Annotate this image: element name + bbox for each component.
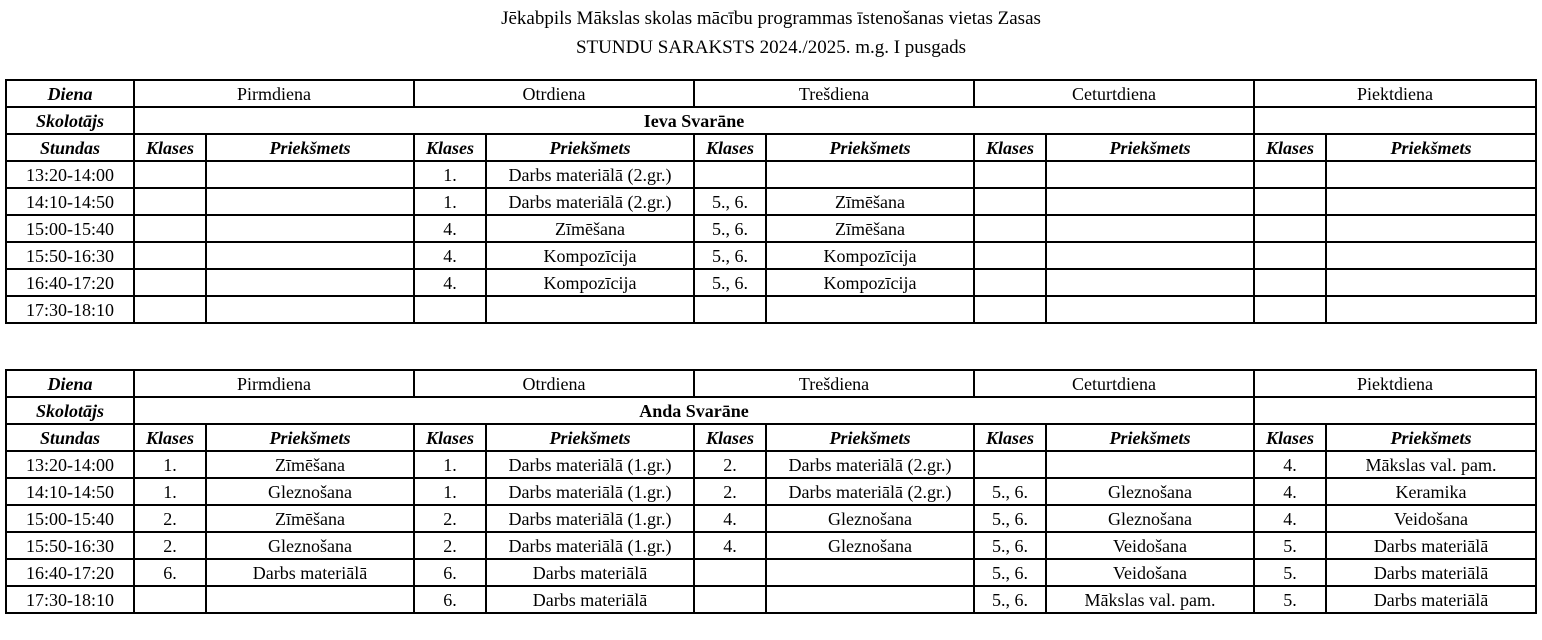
class-cell: 5., 6. (974, 532, 1046, 559)
time-slot: 16:40-17:20 (6, 269, 134, 296)
class-cell: 1. (414, 188, 486, 215)
subject-cell: Gleznošana (206, 532, 414, 559)
subject-cell: Darbs materiālā (1326, 559, 1536, 586)
subject-cell (1046, 161, 1254, 188)
day-header: Otrdiena (414, 80, 694, 107)
subject-header: Priekšmets (766, 134, 974, 161)
class-cell (974, 188, 1046, 215)
class-cell (1254, 269, 1326, 296)
subject-cell (1326, 296, 1536, 323)
table-row (6, 559, 1536, 586)
subject-cell: Darbs materiālā (2.gr.) (486, 161, 694, 188)
subject-header: Priekšmets (1326, 424, 1536, 451)
class-cell (974, 451, 1046, 478)
table-row (6, 188, 1536, 215)
table-row (6, 586, 1536, 613)
classes-header: Klases (974, 424, 1046, 451)
subject-cell: Zīmēšana (206, 451, 414, 478)
class-cell (974, 242, 1046, 269)
class-cell (1254, 296, 1326, 323)
subject-cell: Darbs materiālā (1.gr.) (486, 505, 694, 532)
subject-cell (1326, 242, 1536, 269)
day-header: Trešdiena (694, 80, 974, 107)
subject-cell: Darbs materiālā (206, 559, 414, 586)
class-cell: 6. (414, 559, 486, 586)
time-slot: 13:20-14:00 (6, 161, 134, 188)
day-label: Diena (6, 370, 134, 397)
days-row (6, 80, 1536, 107)
class-cell: 5. (1254, 586, 1326, 613)
time-slot: 15:50-16:30 (6, 532, 134, 559)
subject-cell: Darbs materiālā (1326, 532, 1536, 559)
subject-cell (1046, 215, 1254, 242)
column-header-row (6, 424, 1536, 451)
class-cell: 2. (414, 532, 486, 559)
class-cell: 5., 6. (974, 559, 1046, 586)
class-cell: 5. (1254, 532, 1326, 559)
class-cell: 1. (414, 161, 486, 188)
subject-cell: Veidošana (1046, 532, 1254, 559)
time-slot: 14:10-14:50 (6, 478, 134, 505)
class-cell (974, 269, 1046, 296)
subject-cell (1326, 188, 1536, 215)
day-header: Ceturtdiena (974, 80, 1254, 107)
class-cell (134, 188, 206, 215)
subject-cell (206, 296, 414, 323)
day-header: Trešdiena (694, 370, 974, 397)
subject-cell (1046, 188, 1254, 215)
subject-cell: Darbs materiālā (1.gr.) (486, 532, 694, 559)
subject-cell: Mākslas val. pam. (1326, 451, 1536, 478)
subject-cell: Keramika (1326, 478, 1536, 505)
subject-cell (206, 188, 414, 215)
subject-cell: Darbs materiālā (2.gr.) (766, 451, 974, 478)
class-cell (134, 586, 206, 613)
table-row (6, 242, 1536, 269)
class-cell: 2. (694, 478, 766, 505)
classes-header: Klases (694, 134, 766, 161)
subject-cell: Gleznošana (1046, 478, 1254, 505)
table-row (6, 296, 1536, 323)
subject-cell: Kompozīcija (766, 242, 974, 269)
subject-cell: Darbs materiālā (1.gr.) (486, 451, 694, 478)
subject-cell: Kompozīcija (486, 269, 694, 296)
subject-cell: Gleznošana (766, 532, 974, 559)
time-slot: 14:10-14:50 (6, 188, 134, 215)
subject-cell (206, 269, 414, 296)
teacher-name: Ieva Svarāne (134, 107, 1254, 134)
class-cell (694, 296, 766, 323)
subject-header: Priekšmets (1046, 424, 1254, 451)
day-header: Otrdiena (414, 370, 694, 397)
class-cell (974, 215, 1046, 242)
document-title: Jēkabpils Mākslas skolas mācību programmas īstenošanas vietas Zasas (501, 8, 1041, 29)
subject-header: Priekšmets (486, 424, 694, 451)
time-slot: 17:30-18:10 (6, 586, 134, 613)
class-cell: 2. (414, 505, 486, 532)
classes-header: Klases (694, 424, 766, 451)
class-cell (974, 161, 1046, 188)
class-cell (1254, 161, 1326, 188)
subject-cell: Darbs materiālā (2.gr.) (486, 188, 694, 215)
subject-header: Priekšmets (766, 424, 974, 451)
time-slot: 17:30-18:10 (6, 296, 134, 323)
class-cell: 6. (414, 586, 486, 613)
class-cell: 4. (1254, 478, 1326, 505)
class-cell: 2. (134, 532, 206, 559)
class-cell: 5., 6. (974, 478, 1046, 505)
day-header: Pirmdiena (134, 370, 414, 397)
teacher-name: Anda Svarāne (134, 397, 1254, 424)
subject-cell (486, 296, 694, 323)
class-cell (1254, 188, 1326, 215)
time-slot: 15:00-15:40 (6, 215, 134, 242)
classes-header: Klases (1254, 134, 1326, 161)
subject-cell: Darbs materiālā (1.gr.) (486, 478, 694, 505)
class-cell (134, 242, 206, 269)
day-header: Piektdiena (1254, 370, 1536, 397)
teacher-label: Skolotājs (6, 107, 134, 134)
subject-cell: Gleznošana (1046, 505, 1254, 532)
subject-cell (1326, 161, 1536, 188)
teacher-row (6, 397, 1536, 424)
class-cell: 5., 6. (974, 505, 1046, 532)
class-cell: 5., 6. (694, 269, 766, 296)
class-cell: 5., 6. (694, 215, 766, 242)
class-cell (414, 296, 486, 323)
subject-cell: Veidošana (1046, 559, 1254, 586)
subject-cell (766, 586, 974, 613)
subject-cell: Darbs materiālā (486, 559, 694, 586)
subject-cell (766, 161, 974, 188)
subject-cell (1046, 242, 1254, 269)
class-cell (134, 296, 206, 323)
subject-cell: Gleznošana (766, 505, 974, 532)
class-cell: 5., 6. (974, 586, 1046, 613)
subject-cell: Zīmēšana (766, 215, 974, 242)
class-cell: 4. (694, 505, 766, 532)
classes-header: Klases (414, 134, 486, 161)
class-cell: 2. (694, 451, 766, 478)
subject-cell: Mākslas val. pam. (1046, 586, 1254, 613)
class-cell: 5. (1254, 559, 1326, 586)
subject-cell (206, 242, 414, 269)
time-slot: 15:00-15:40 (6, 505, 134, 532)
subject-header: Priekšmets (206, 424, 414, 451)
subject-cell (766, 559, 974, 586)
table-row (6, 269, 1536, 296)
table-row (6, 532, 1536, 559)
subject-cell (1046, 451, 1254, 478)
subject-header: Priekšmets (206, 134, 414, 161)
empty-cell (1254, 107, 1536, 134)
teacher-label: Skolotājs (6, 397, 134, 424)
subject-cell (766, 296, 974, 323)
schedule-table-1 (5, 79, 1537, 324)
classes-header: Klases (1254, 424, 1326, 451)
class-cell: 5., 6. (694, 188, 766, 215)
days-row (6, 370, 1536, 397)
table-row (6, 161, 1536, 188)
table-row (6, 478, 1536, 505)
table-row (6, 451, 1536, 478)
lessons-label: Stundas (6, 134, 134, 161)
subject-cell (1326, 269, 1536, 296)
day-label: Diena (6, 80, 134, 107)
class-cell: 4. (694, 532, 766, 559)
class-cell (694, 161, 766, 188)
subject-cell (1046, 296, 1254, 323)
subject-cell: Zīmēšana (486, 215, 694, 242)
class-cell: 1. (414, 451, 486, 478)
subject-cell: Kompozīcija (766, 269, 974, 296)
subject-cell (1326, 215, 1536, 242)
class-cell: 4. (1254, 505, 1326, 532)
class-cell (134, 215, 206, 242)
class-cell: 4. (414, 242, 486, 269)
table-row (6, 215, 1536, 242)
subject-cell: Zīmēšana (766, 188, 974, 215)
empty-cell (1254, 397, 1536, 424)
subject-cell (1046, 269, 1254, 296)
document-subtitle: STUNDU SARAKSTS 2024./2025. m.g. I pusgads (575, 37, 967, 58)
subject-cell: Veidošana (1326, 505, 1536, 532)
class-cell: 2. (134, 505, 206, 532)
lessons-label: Stundas (6, 424, 134, 451)
time-slot: 13:20-14:00 (6, 451, 134, 478)
subject-header: Priekšmets (486, 134, 694, 161)
class-cell: 1. (134, 451, 206, 478)
subject-cell: Darbs materiālā (486, 586, 694, 613)
class-cell: 1. (414, 478, 486, 505)
subject-cell: Gleznošana (206, 478, 414, 505)
subject-cell: Kompozīcija (486, 242, 694, 269)
class-cell (694, 586, 766, 613)
class-cell (694, 559, 766, 586)
class-cell (134, 161, 206, 188)
classes-header: Klases (134, 424, 206, 451)
class-cell: 1. (134, 478, 206, 505)
day-header: Ceturtdiena (974, 370, 1254, 397)
classes-header: Klases (414, 424, 486, 451)
subject-cell: Zīmēšana (206, 505, 414, 532)
time-slot: 16:40-17:20 (6, 559, 134, 586)
class-cell (1254, 242, 1326, 269)
subject-cell: Darbs materiālā (1326, 586, 1536, 613)
class-cell: 5., 6. (694, 242, 766, 269)
table-row (6, 505, 1536, 532)
day-header: Piektdiena (1254, 80, 1536, 107)
class-cell: 6. (134, 559, 206, 586)
teacher-row (6, 107, 1536, 134)
day-header: Pirmdiena (134, 80, 414, 107)
subject-cell (206, 215, 414, 242)
class-cell: 4. (1254, 451, 1326, 478)
column-header-row (6, 134, 1536, 161)
subject-header: Priekšmets (1046, 134, 1254, 161)
class-cell (1254, 215, 1326, 242)
class-cell (134, 269, 206, 296)
subject-cell: Darbs materiālā (2.gr.) (766, 478, 974, 505)
class-cell: 4. (414, 215, 486, 242)
class-cell (974, 296, 1046, 323)
subject-header: Priekšmets (1326, 134, 1536, 161)
schedule-table-2 (5, 369, 1537, 614)
classes-header: Klases (974, 134, 1046, 161)
subject-cell (206, 161, 414, 188)
subject-cell (206, 586, 414, 613)
classes-header: Klases (134, 134, 206, 161)
time-slot: 15:50-16:30 (6, 242, 134, 269)
class-cell: 4. (414, 269, 486, 296)
